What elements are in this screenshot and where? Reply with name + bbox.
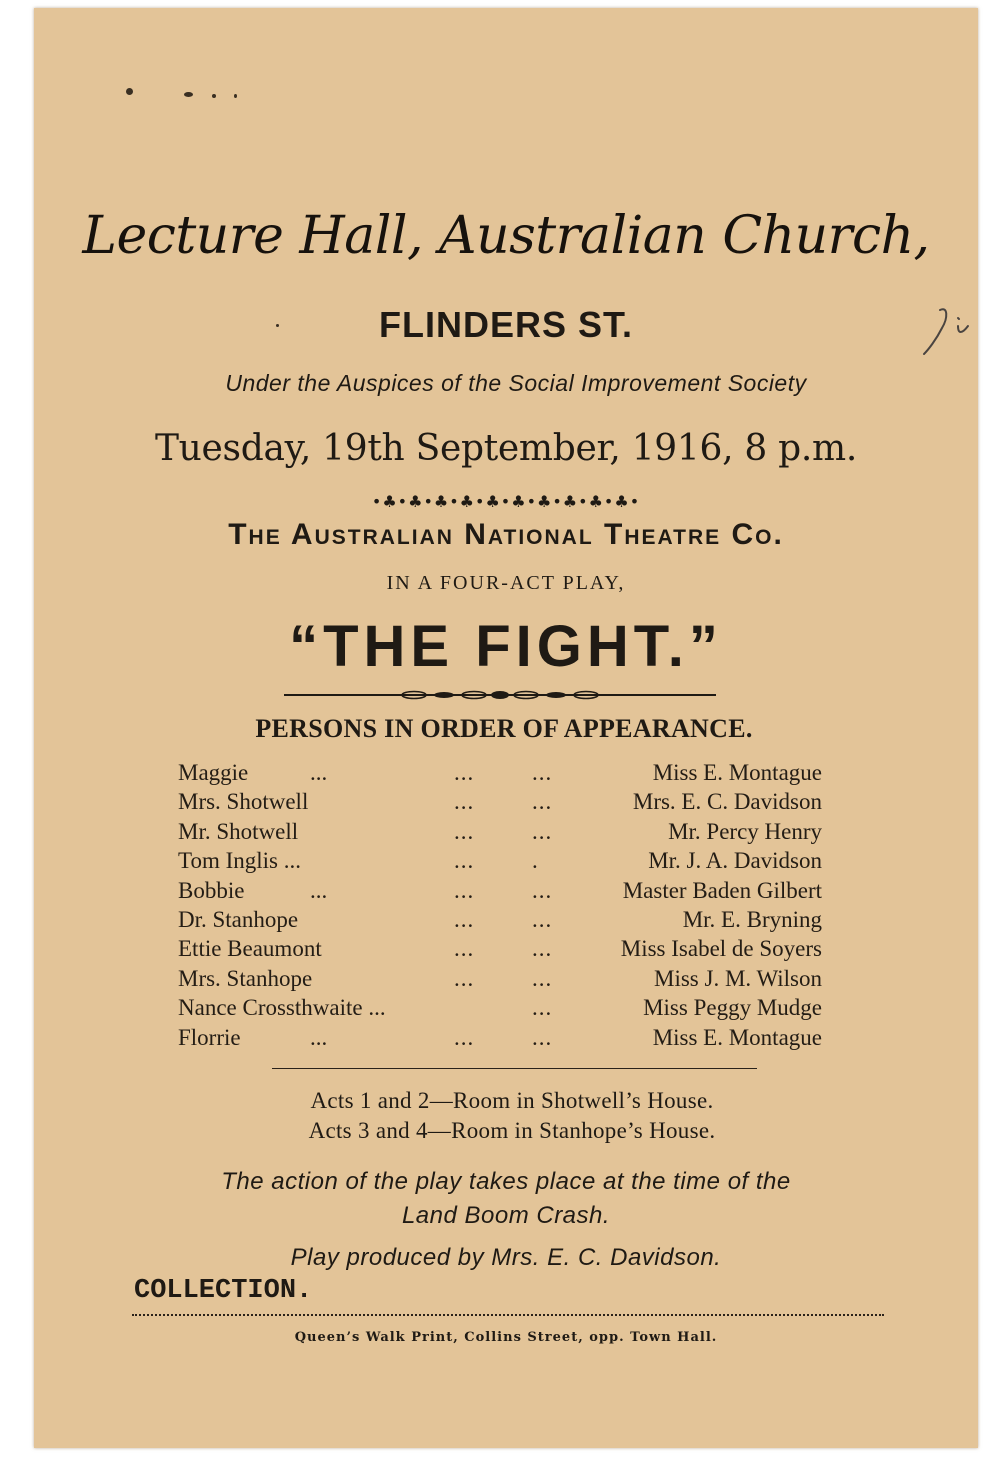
cast-row (174, 819, 834, 848)
cast-dots: ... (454, 906, 475, 932)
cast-dots: ... (532, 1024, 553, 1050)
auspices-line: Under the Auspices of the Social Improvement Society (225, 370, 807, 396)
cast-role: Tom Inglis ... (178, 848, 301, 874)
cast-actor: Mrs. E. C. Davidson (632, 789, 822, 815)
cast-actor: Miss J. M. Wilson (654, 965, 822, 991)
cast-row (174, 1025, 834, 1054)
cast-role: Maggie (178, 760, 249, 785)
cast-actor: Miss E. Montague (652, 1024, 822, 1050)
cast-actor: Miss Peggy Mudge (643, 995, 822, 1021)
cast-row (174, 760, 834, 789)
cast-list (174, 760, 834, 1054)
cast-role: Mrs. Shotwell (178, 789, 309, 815)
printer-imprint: Queen’s Walk Print, Collins Street, opp. Town Hall. (294, 1330, 718, 1345)
acts-line-2: Acts 3 and 4—Room in Stanhope’s House. (308, 1118, 716, 1143)
cast-row (174, 936, 834, 965)
ink-speck (234, 94, 237, 98)
collection-notice: COLLECTION. (134, 1276, 313, 1306)
cast-dots: ... (310, 760, 328, 785)
cast-row (174, 789, 834, 818)
cast-role: Bobbie (178, 877, 245, 903)
cast-dots: ... (532, 936, 553, 962)
cast-actor: Mr. E. Bryning (682, 906, 822, 932)
cast-actor: Miss Isabel de Soyers (620, 936, 822, 962)
play-title: “THE FIGHT.” (289, 614, 723, 679)
cast-dots: ... (454, 1024, 475, 1050)
cast-actor: Mr. Percy Henry (668, 818, 822, 844)
cast-row (174, 878, 834, 907)
cast-dots: ... (454, 789, 475, 815)
cast-dots: ... (532, 760, 553, 785)
ink-speck (126, 88, 133, 95)
date-line: Tuesday, 19th September, 1916, 8 p.m. (154, 428, 858, 469)
cast-dots: ... (454, 848, 475, 874)
company-name: The Australian National Theatre Co. (228, 518, 784, 551)
acts-line-1: Acts 1 and 2—Room in Shotwell’s House. (310, 1088, 714, 1113)
cast-dots: ... (310, 877, 328, 903)
action-note-line-2: Land Boom Crash. (401, 1202, 611, 1229)
cast-row (174, 907, 834, 936)
cast-role: Mrs. Stanhope (178, 965, 313, 991)
cast-dots: ... (532, 906, 553, 932)
cast-dots: ... (532, 877, 553, 903)
ink-speck (212, 94, 216, 98)
ornamental-divider (284, 688, 716, 702)
persons-heading: PERSONS IN ORDER OF APPEARANCE. (255, 714, 753, 743)
cast-actor: Mr. J. A. Davidson (648, 848, 822, 874)
cast-divider (272, 1068, 757, 1069)
footer-divider (132, 1314, 884, 1316)
ornament-border: •♣•♣•♣•♣•♣•♣•♣•♣•♣•♣• (371, 492, 641, 511)
cast-dots: ... (454, 760, 475, 785)
cast-role: Florrie (178, 1024, 241, 1050)
cast-role: Ettie Beaumont (178, 936, 322, 962)
street-heading: FLINDERS ST. (378, 304, 633, 345)
venue-heading: Lecture Hall, Australian Church, (82, 206, 930, 266)
cast-actor: Miss E. Montague (652, 760, 822, 785)
playbill-sheet (34, 8, 978, 1448)
action-note-line-1: The action of the play takes place at the time of the (221, 1168, 791, 1195)
cast-dots: ... (532, 995, 553, 1021)
cast-row (174, 966, 834, 995)
cast-dots: ... (454, 965, 475, 991)
ink-speck (184, 92, 193, 97)
cast-row (174, 848, 834, 877)
cast-row (174, 995, 834, 1024)
cast-role: Mr. Shotwell (178, 818, 299, 844)
cast-dots: ... (532, 818, 553, 844)
cast-actor: Master Baden Gilbert (622, 877, 822, 903)
producer-line: Play produced by Mrs. E. C. Davidson. (290, 1244, 722, 1271)
cast-dots: ... (532, 965, 553, 991)
cast-role: Dr. Stanhope (178, 906, 299, 932)
cast-dots: . (532, 848, 539, 874)
cast-dots: ... (454, 877, 475, 903)
cast-dots: ... (310, 1024, 328, 1050)
cast-dots: ... (454, 936, 475, 962)
play-subtitle: IN A FOUR-ACT PLAY, (386, 572, 626, 594)
cast-dots: ... (532, 789, 553, 815)
cast-role: Nance Crossthwaite ... (178, 995, 386, 1021)
cast-dots: ... (454, 818, 475, 844)
